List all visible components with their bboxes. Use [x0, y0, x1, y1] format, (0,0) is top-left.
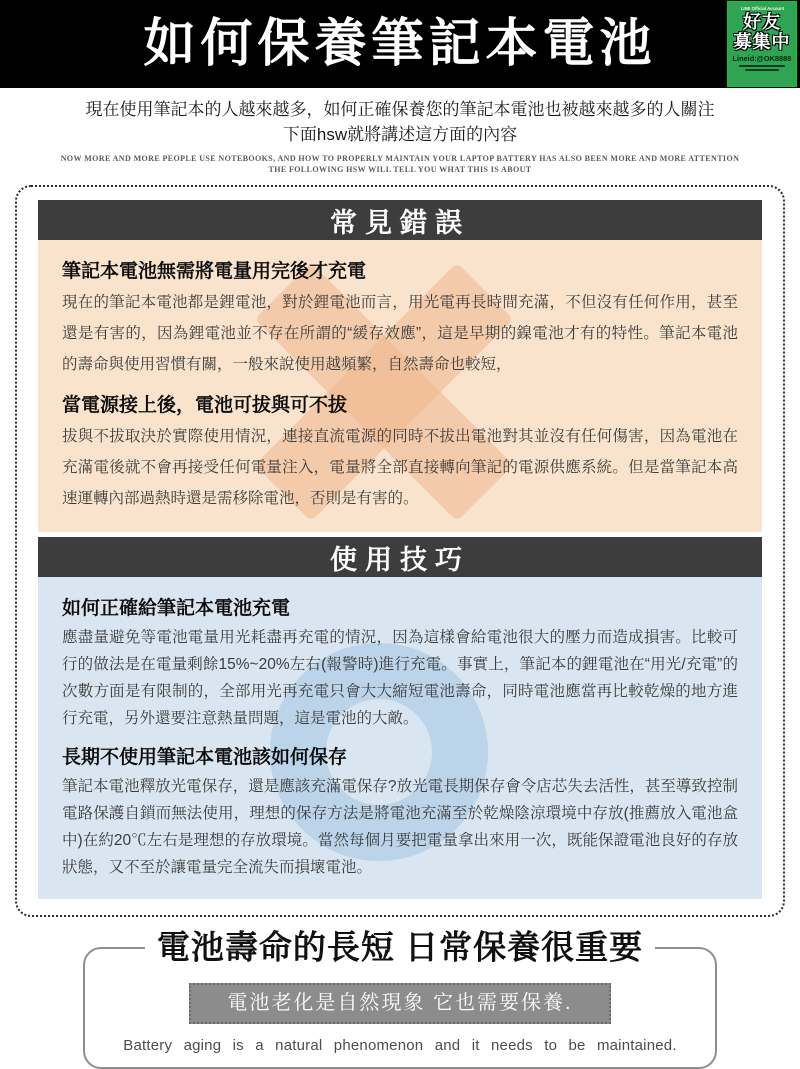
item-body: 拔與不拔取決於實際使用情況，連接直流電源的同時不拔出電池對其並沒有任何傷害，因為電池在充滿電後就不會再接受任何電量注入，電量將全部直接轉向筆記的電源供應系統。但是當筆記本高速運轉內部過熱時還是需移除電池，否則是有害的。 [62, 428, 738, 507]
content-dotted-box [15, 185, 785, 917]
item-body: 現在的筆記本電池都是鋰電池，對於鋰電池而言，用光電再長時間充滿，不但沒有任何作用，甚至還是有害的，因為鋰電池並不存在所謂的“緩存效應”，這是早期的鎳電池才有的特性。筆記本電池的壽命與使用習慣有關，一般來說使用越頻繁，自然壽命也較短， [62, 294, 738, 373]
footer-english-line: Battery aging is a natural phenomenon and it needs to be maintained. [123, 1037, 677, 1054]
page-title: 如何保養筆記本電池 [143, 15, 657, 73]
intro-english-line-1: NOW MORE AND MORE PEOPLE USE NOTEBOOKS, AND HOW TO PROPERLY MAINTAIN YOUR LAPTOP BATTERY HAS ALSO BEEN MORE AND MORE ATTENTION [60, 154, 740, 163]
section-usage-tips [38, 577, 762, 899]
section-common-mistakes [38, 240, 762, 532]
intro-english-line-2: THE FOLLOWING HSW WILL TELL YOU WHAT THIS IS ABOUT [268, 165, 532, 174]
intro-english-text [0, 153, 800, 175]
badge-line-id: Lineid:@OK8888 [732, 54, 792, 63]
footer-box [83, 928, 717, 1069]
item-heading: 筆記本電池無需將電量用完後才充電 [62, 261, 367, 282]
footer [0, 928, 800, 1069]
item-body: 應盡量避免等電池電量用光耗盡再充電的情況，因為這樣會給電池很大的壓力而造成損害。比較可行的做法是在電量剩餘15%~20%左右(報警時)進行充電。事實上，筆記本的鋰電池在“用光/充電”的次數方面是有限制的，全部用光再充電只會大大縮短電池壽命，同時電池應當再比較乾燥的地方進行充電，另外還要注意熱量問題，這是電池的大敵。 [62, 629, 738, 727]
badge-fine-print-line [739, 65, 785, 67]
item-heading: 當電源接上後，電池可拔與可不拔 [62, 395, 348, 416]
item-heading: 如何正確給筆記本電池充電 [62, 598, 291, 619]
section-header-usage-tips: 使用技巧 [38, 537, 762, 577]
item-heading: 長期不使用筆記本電池該如何保存 [62, 747, 348, 768]
badge-line2: 募集中 [733, 32, 791, 52]
intro-text [0, 97, 800, 147]
item-body: 筆記本電池釋放光電保存，還是應該充滿電保存?放光電長期保存會令店芯失去活性，甚至導致控制電路保護自鎖而無法使用，理想的保存方法是將電池充滿至於乾燥陰涼環境中存放(推薦放入電池盒中)在約20℃左右是理想的存放環境。當然每個月要把電量拿出來用一次，既能保證電池良好的存放狀態，又不至於讓電量完全流失而損壞電池。 [62, 778, 738, 876]
footer-title: 電池壽命的長短 日常保養很重要 [145, 922, 655, 969]
intro-line-2: 下面hsw就將講述這方面的內容 [282, 125, 518, 144]
line-friend-badge [728, 2, 796, 86]
footer-highlight-bar: 電池老化是自然現象 它也需要保養. [189, 983, 611, 1024]
intro-line-1: 現在使用筆記本的人越來越多，如何正確保養您的筆記本電池也被越來越多的人關注 [85, 100, 715, 119]
badge-line1: 好友 [743, 12, 781, 32]
badge-fine-print-line [745, 69, 779, 71]
section-header-common-mistakes: 常見錯誤 [38, 200, 762, 240]
badge-account-label: LINE Official Account [740, 6, 784, 12]
top-banner [0, 0, 800, 88]
